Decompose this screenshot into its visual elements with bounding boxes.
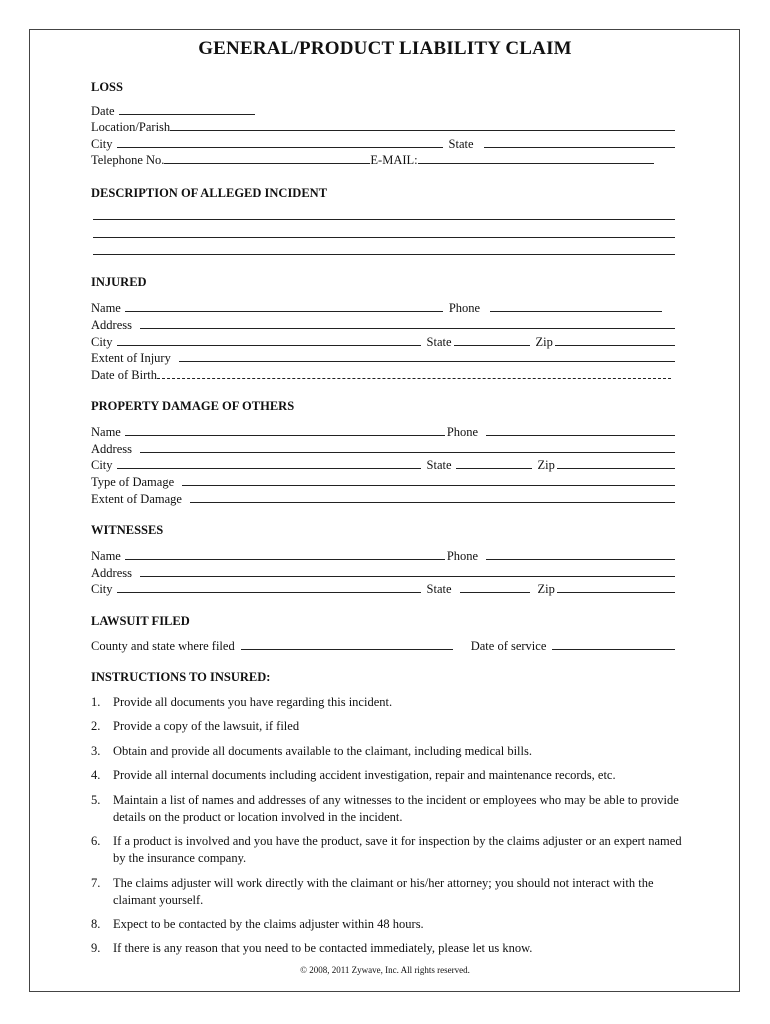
instruction-text: Provide all internal documents including accident investigation, repair and maintenance records, etc.: [113, 768, 616, 782]
section-loss-heading: LOSS: [91, 80, 123, 94]
lawsuit-county-field[interactable]: [241, 649, 453, 650]
property-name-field[interactable]: [125, 435, 445, 436]
injured-extent-row: [91, 349, 675, 365]
loss-city-row: [91, 135, 675, 151]
property-extent-row: [91, 490, 675, 506]
property-state-label: State: [426, 458, 452, 472]
loss-email-label: E-MAIL:: [370, 153, 418, 167]
loss-state-label: State: [448, 137, 474, 151]
section-lawsuit-heading: LAWSUIT FILED: [91, 614, 190, 628]
instruction-text: Provide all documents you have regarding this incident.: [113, 695, 393, 709]
witness-name-field[interactable]: [125, 559, 445, 560]
witness-address-field[interactable]: [140, 576, 675, 577]
instruction-number: 5.: [91, 793, 101, 807]
witness-zip-label: Zip: [537, 582, 555, 596]
witness-phone-label: Phone: [446, 549, 479, 563]
instruction-text: The claims adjuster will work directly with the claimant or his/her attorney; you should not interact with the claimant yourself.: [113, 876, 654, 907]
witness-zip-field[interactable]: [557, 592, 675, 593]
section-description-heading: DESCRIPTION OF ALLEGED INCIDENT: [91, 186, 328, 200]
property-phone-field[interactable]: [486, 435, 675, 436]
loss-location-row: [91, 118, 675, 134]
property-city-row: [91, 456, 675, 472]
instruction-number: 1.: [91, 695, 101, 709]
instruction-number: 6.: [91, 834, 101, 848]
loss-telephone-row: [91, 151, 675, 167]
injured-dob-label: Date of Birth: [91, 368, 157, 382]
instruction-text: If a product is involved and you have the product, save it for inspection by the claims adjuster or an expert named by the insurance company.: [113, 834, 682, 865]
property-city-label: City: [91, 458, 113, 472]
witness-state-field[interactable]: [460, 592, 530, 593]
witness-state-label: State: [426, 582, 452, 596]
injured-address-row: [91, 316, 675, 332]
instruction-text: Obtain and provide all documents available to the claimant, including medical bills.: [113, 744, 532, 758]
description-line-1[interactable]: [93, 219, 675, 220]
injured-phone-label: Phone: [448, 301, 481, 315]
property-name-label: Name: [91, 425, 121, 439]
description-line-2[interactable]: [93, 237, 675, 238]
property-address-row: [91, 440, 675, 456]
property-city-field[interactable]: [117, 468, 421, 469]
witness-city-field[interactable]: [117, 592, 421, 593]
instruction-text: Expect to be contacted by the claims adjuster within 48 hours.: [113, 917, 424, 931]
property-extent-label: Extent of Damage: [91, 492, 182, 506]
injured-state-label: State: [426, 335, 452, 349]
instruction-text: Maintain a list of names and addresses of any witnesses to the incident or employees who may be able to provide details on the product or location involved in the incident.: [113, 793, 679, 824]
injured-name-row: [91, 299, 675, 315]
injured-address-label: Address: [91, 318, 132, 332]
property-zip-label: Zip: [537, 458, 555, 472]
injured-city-field[interactable]: [117, 345, 421, 346]
lawsuit-service-field[interactable]: [552, 649, 675, 650]
instruction-text: Provide a copy of the lawsuit, if filed: [113, 719, 300, 733]
injured-zip-field[interactable]: [555, 345, 675, 346]
instruction-number: 9.: [91, 941, 101, 955]
injured-name-label: Name: [91, 301, 121, 315]
injured-extent-label: Extent of Injury: [91, 351, 171, 365]
section-property-heading: PROPERTY DAMAGE OF OTHERS: [91, 399, 295, 413]
loss-location-label: Location/Parish: [91, 120, 171, 134]
instruction-number: 3.: [91, 744, 101, 758]
injured-address-field[interactable]: [140, 328, 675, 329]
copyright-footer: © 2008, 2011 Zywave, Inc. All rights reserved.: [300, 965, 470, 975]
injured-extent-field[interactable]: [179, 361, 675, 362]
property-address-label: Address: [91, 442, 132, 456]
instruction-number: 2.: [91, 719, 101, 733]
loss-date-field[interactable]: [119, 114, 255, 115]
witness-city-label: City: [91, 582, 113, 596]
property-state-field[interactable]: [456, 468, 532, 469]
injured-phone-field[interactable]: [490, 311, 662, 312]
loss-city-label: City: [91, 137, 113, 151]
loss-date-row: [91, 102, 675, 118]
lawsuit-county-label: County and state where filed: [91, 639, 235, 653]
loss-email-field[interactable]: [418, 163, 654, 164]
description-line-3[interactable]: [93, 254, 675, 255]
injured-dob-row: [91, 366, 675, 382]
instruction-text: If there is any reason that you need to be contacted immediately, please let us know.: [113, 941, 533, 955]
section-instructions-heading: INSTRUCTIONS TO INSURED:: [91, 670, 271, 684]
witness-phone-field[interactable]: [486, 559, 675, 560]
property-name-row: [91, 423, 675, 439]
property-type-row: [91, 473, 675, 489]
witness-address-row: [91, 564, 675, 580]
injured-city-row: [91, 333, 675, 349]
property-zip-field[interactable]: [557, 468, 675, 469]
section-witnesses-heading: WITNESSES: [91, 523, 164, 537]
property-type-field[interactable]: [182, 485, 675, 486]
injured-dob-field[interactable]: [157, 378, 671, 379]
loss-telephone-field[interactable]: [164, 163, 370, 164]
instruction-number: 4.: [91, 768, 101, 782]
form-title: GENERAL/PRODUCT LIABILITY CLAIM: [198, 38, 572, 59]
witness-address-label: Address: [91, 566, 132, 580]
loss-location-field[interactable]: [170, 130, 675, 131]
property-extent-field[interactable]: [190, 502, 675, 503]
property-phone-label: Phone: [446, 425, 479, 439]
injured-state-field[interactable]: [454, 345, 530, 346]
injured-city-label: City: [91, 335, 113, 349]
loss-date-label: Date: [91, 104, 115, 118]
witness-name-label: Name: [91, 549, 121, 563]
witness-city-row: [91, 580, 675, 596]
property-address-field[interactable]: [140, 452, 675, 453]
injured-name-field[interactable]: [125, 311, 443, 312]
lawsuit-service-label: Date of service: [470, 639, 547, 653]
section-injured-heading: INJURED: [91, 275, 147, 289]
loss-city-field[interactable]: [117, 147, 443, 148]
witness-name-row: [91, 547, 675, 563]
loss-telephone-label: Telephone No.: [91, 153, 165, 167]
injured-zip-label: Zip: [535, 335, 553, 349]
lawsuit-row: [91, 637, 675, 653]
instruction-number: 7.: [91, 876, 101, 890]
instruction-number: 8.: [91, 917, 101, 931]
loss-state-field[interactable]: [484, 147, 675, 148]
property-type-label: Type of Damage: [91, 475, 175, 489]
